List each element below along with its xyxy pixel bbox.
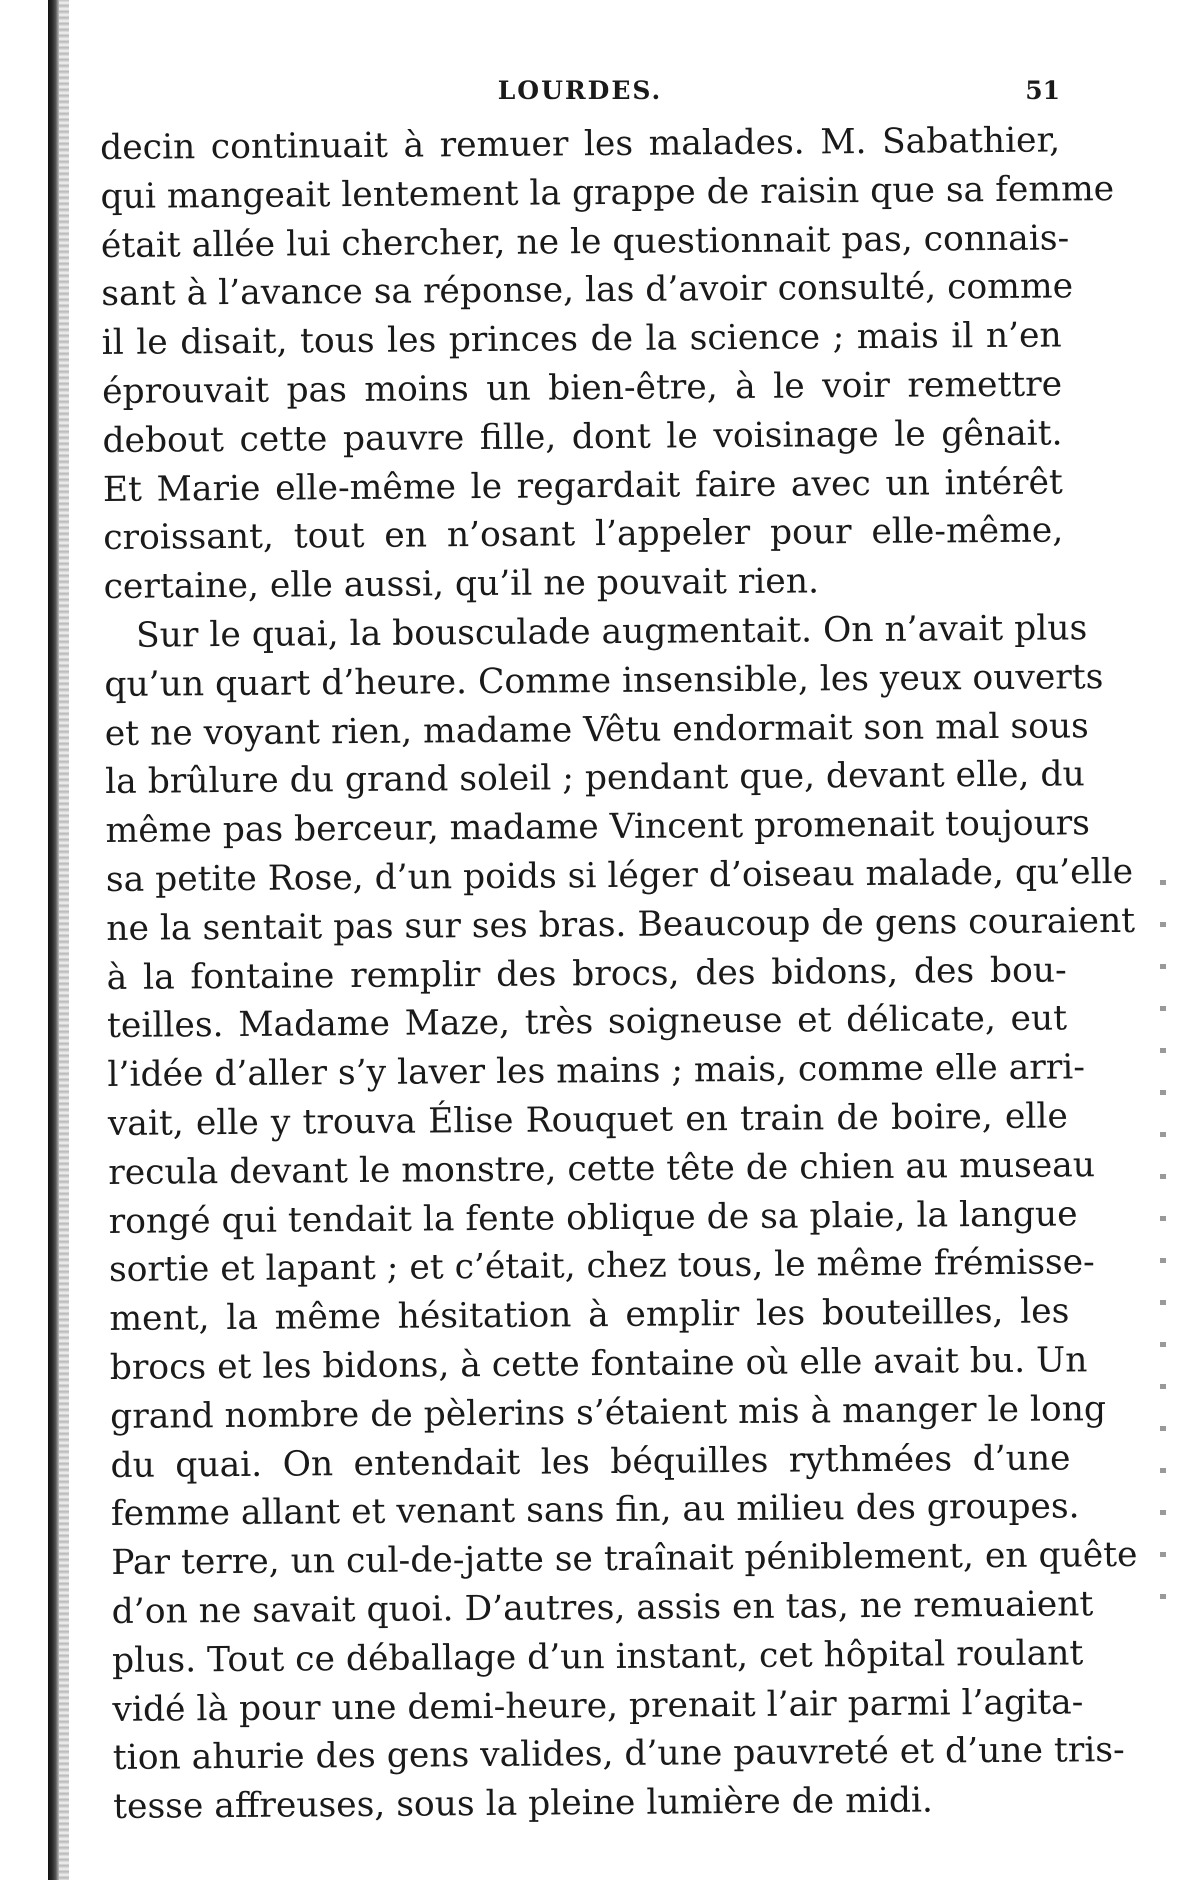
text-line: femme allant et venant sans fin, au milieu des groupes. — [110, 1486, 1080, 1535]
text-line: vidé là pour une demi-heure, prenait l’air parmi l’agita- — [112, 1681, 1084, 1730]
text-line: Sur le quai, la bousculade augmentait. On n’avait plus — [135, 608, 1088, 656]
page-number: 51 — [1025, 76, 1060, 105]
text-line: était allée lui chercher, ne le questionnait pas, connais- — [100, 217, 1070, 266]
text-line: il le disait, tous les princes de la science ; mais il n’en — [101, 315, 1062, 364]
text-line: et ne voyant rien, madame Vêtu endormait son mal sous — [104, 705, 1089, 754]
text-line: vait, elle y trouva Élise Rouquet en train de boire, elle — [107, 1096, 1068, 1144]
text-line: ne la sentait pas sur ses bras. Beaucoup de gens couraient — [106, 900, 1136, 949]
text-line: recula devant le monstre, cette tête de chien au museau — [108, 1144, 1096, 1193]
running-head: LOURDES. — [497, 76, 663, 105]
text-line: sortie et lapant ; et c’était, chez tous, le même frémisse- — [108, 1242, 1095, 1291]
text-line: l’idée d’aller s’y laver les mains ; mais, comme elle arri- — [107, 1047, 1086, 1096]
text-line: Par terre, un cul-de-jatte se traînait péniblement, en quête — [111, 1535, 1138, 1584]
body-text — [100, 116, 1138, 1831]
text-line: Et Marie elle-même le regardait faire avec un intérêt — [102, 462, 1063, 510]
text-line: tesse affreuses, sous la pleine lumière de midi. — [113, 1780, 934, 1828]
text-line: sa petite Rose, d’un poids si léger d’oiseau malade, qu’elle — [105, 851, 1134, 900]
text-line: sant à l’avance sa réponse, las d’avoir consulté, comme — [101, 266, 1074, 315]
text-line: decin continuait à remuer les malades. M. Sabathier, — [100, 120, 1061, 168]
text-line: la brûlure du grand soleil ; pendant que, devant elle, du — [105, 754, 1085, 803]
text-line: brocs et les bidons, à cette fontaine où elle avait bu. Un — [109, 1340, 1088, 1388]
text-line: qu’un quart d’heure. Comme insensible, les yeux ouverts — [104, 656, 1104, 705]
text-line: du quai. On entendait les béquilles rythmées d’une — [110, 1437, 1071, 1486]
text-line: qui mangeait lentement la grappe de raisin que sa femme — [100, 168, 1115, 217]
text-line: croissant, tout en n’osant l’appeler pour elle-même, — [103, 510, 1064, 559]
page-header — [100, 76, 1060, 116]
text-line: debout cette pauvre fille, dont le voisinage le gênait. — [102, 413, 1063, 461]
text-line: rongé qui tendait la fente oblique de sa plaie, la langue — [108, 1193, 1078, 1242]
text-line: teilles. Madame Maze, très soigneuse et délicate, eut — [106, 998, 1068, 1047]
text-line: tion ahurie des gens valides, d’une pauvreté et d’une tris- — [112, 1730, 1125, 1779]
text-line: grand nombre de pèlerins s’étaient mis à manger le long — [109, 1388, 1107, 1437]
text-line: même pas berceur, madame Vincent promenait toujours — [105, 803, 1091, 852]
text-line: certaine, elle aussi, qu’il ne pouvait rien. — [103, 561, 820, 608]
text-line: à la fontaine remplir des brocs, des bidons, des bou- — [106, 949, 1067, 998]
text-line: ment, la même hésitation à emplir les bouteilles, les — [109, 1291, 1070, 1340]
text-line: plus. Tout ce déballage d’un instant, cet hôpital roulant — [111, 1633, 1084, 1681]
margin-dotted-marks — [1160, 880, 1166, 1620]
text-line: éprouvait pas moins un bien-être, à le voir remettre — [101, 364, 1063, 412]
binding-edge — [48, 0, 59, 1880]
text-line: d’on ne savait quoi. D’autres, assis en tas, ne remuaient — [111, 1584, 1094, 1632]
